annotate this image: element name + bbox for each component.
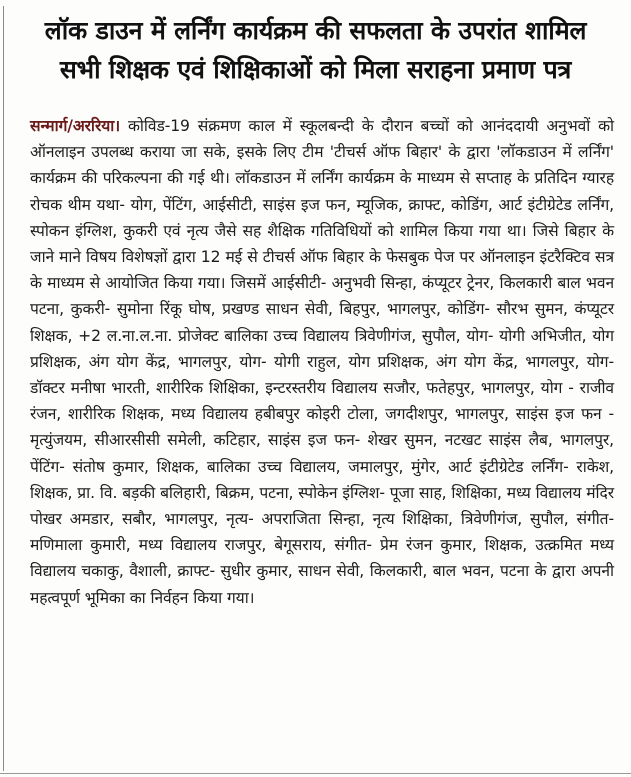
article-body (30, 113, 614, 611)
left-border-rule (3, 6, 4, 771)
bottom-border-rule (0, 773, 631, 774)
headline-line-1: लॉक डाउन में लर्निंग कार्यक्रम की सफलता के उपरांत शामिल (44, 16, 587, 45)
headline-line-2: सभी शिक्षक एवं शिक्षिकाओं को मिला सराहना प्रमाण पत्र (59, 55, 572, 84)
dateline: सन्मार्ग/अररिया। (30, 117, 121, 135)
article-body-text: कोविड-19 संक्रमण काल में स्कूलबन्दी के दौरान बच्चों को आनंददायी अनुभवों को ऑनलाइन उपलब्ध कराया जा सके, इसके लिए टीम 'टीचर्स ऑफ बिहार' के द्वारा 'लॉकडाउन में लर्निंग' कार्यक्रम की परिकल्पना की गई थी। लॉकडाउन में लर्निंग कार्यक्रम के माध्यम से सप्ताह के प्रतिदिन ग्यारह रोचक थीम यथा- योग, पेंटिंग, आईसीटी, साइंस इज फन, म्यूजिक, क्राफ्ट, कोडिंग, आर्ट इंटीग्रेटेड लर्निंग, स्पोकन इंग्लिश, कुकरी एवं नृत्य जैसे सह शैक्षिक गतिविधियों को शामिल किया गया था। जिसे बिहार के जाने माने विषय विशेषज्ञों द्वारा 12 मई से टीचर्स ऑफ बिहार के फेसबुक पेज पर ऑनलाइन इंटरैक्टिव सत्र के माध्यम से आयोजित किया गया। जिसमें आईसीटी- अनुभवी सिन्हा, कंप्यूटर ट्रेनर, किलकारी बाल भवन पटना, कुकरी- सुमोना रिंकू घोष, प्रखण्ड साधन सेवी, बिहपुर, भागलपुर, कोडिंग- सौरभ सुमन, कंप्यूटर शिक्षक, +2 ल.ना.ल.ना. प्रोजेक्ट बालिका उच्च विद्यालय त्रिवेणीगंज, सुपौल, योग- योगी अभिजीत, योग प्रशिक्षक, अंग योग केंद्र, भागलपुर, योग- योगी राहुल, योग प्रशिक्षक, अंग योग केंद्र, भागलपुर, योग- डॉक्टर मनीषा भारती, शारीरिक शिक्षिका, इन्टरस्तरीय विद्यालय सजौर, फतेहपुर, भागलपुर, योग - राजीव रंजन, शारीरिक शिक्षक, मध्य विद्यालय हबीबपुर कोइरी टोला, जगदीशपुर, भागलपुर, साइंस इज फन - मृत्युंजयम, सीआरसीसी समेली, कटिहार, साइंस इज फन- शेखर सुमन, नटखट साइंस लैब, भागलपुर, पेंटिंग- संतोष कुमार, शिक्षक, बालिका उच्च विद्यालय, जमालपुर, मुंगेर, आर्ट इंटीग्रेटेड लर्निंग- राकेश, शिक्षक, प्रा. वि. बड़की बलिहारी, बिक्रम, पटना, स्पोकेन इंग्लिश- पूजा साह, शिक्षिका, मध्य विद्यालय मंदिर पोखर अमडार, सबौर, भागलपुर, नृत्य- अपराजिता सिन्हा, नृत्य शिक्षिका, त्रिवेणीगंज, सुपौल, संगीत- मणिमाला कुमारी, मध्य विद्यालय राजपुर, बेगूसराय, संगीत- प्रेम रंजन कुमार, शिक्षक, उत्क्रमित मध्य विद्यालय चकाकु, वैशाली, क्राफ्ट- सुधीर कुमार, साधन सेवी, किलकारी, बाल भवन, पटना के द्वारा अपनी महत्वपूर्ण भूमिका का निर्वहन किया गया। (30, 117, 614, 607)
